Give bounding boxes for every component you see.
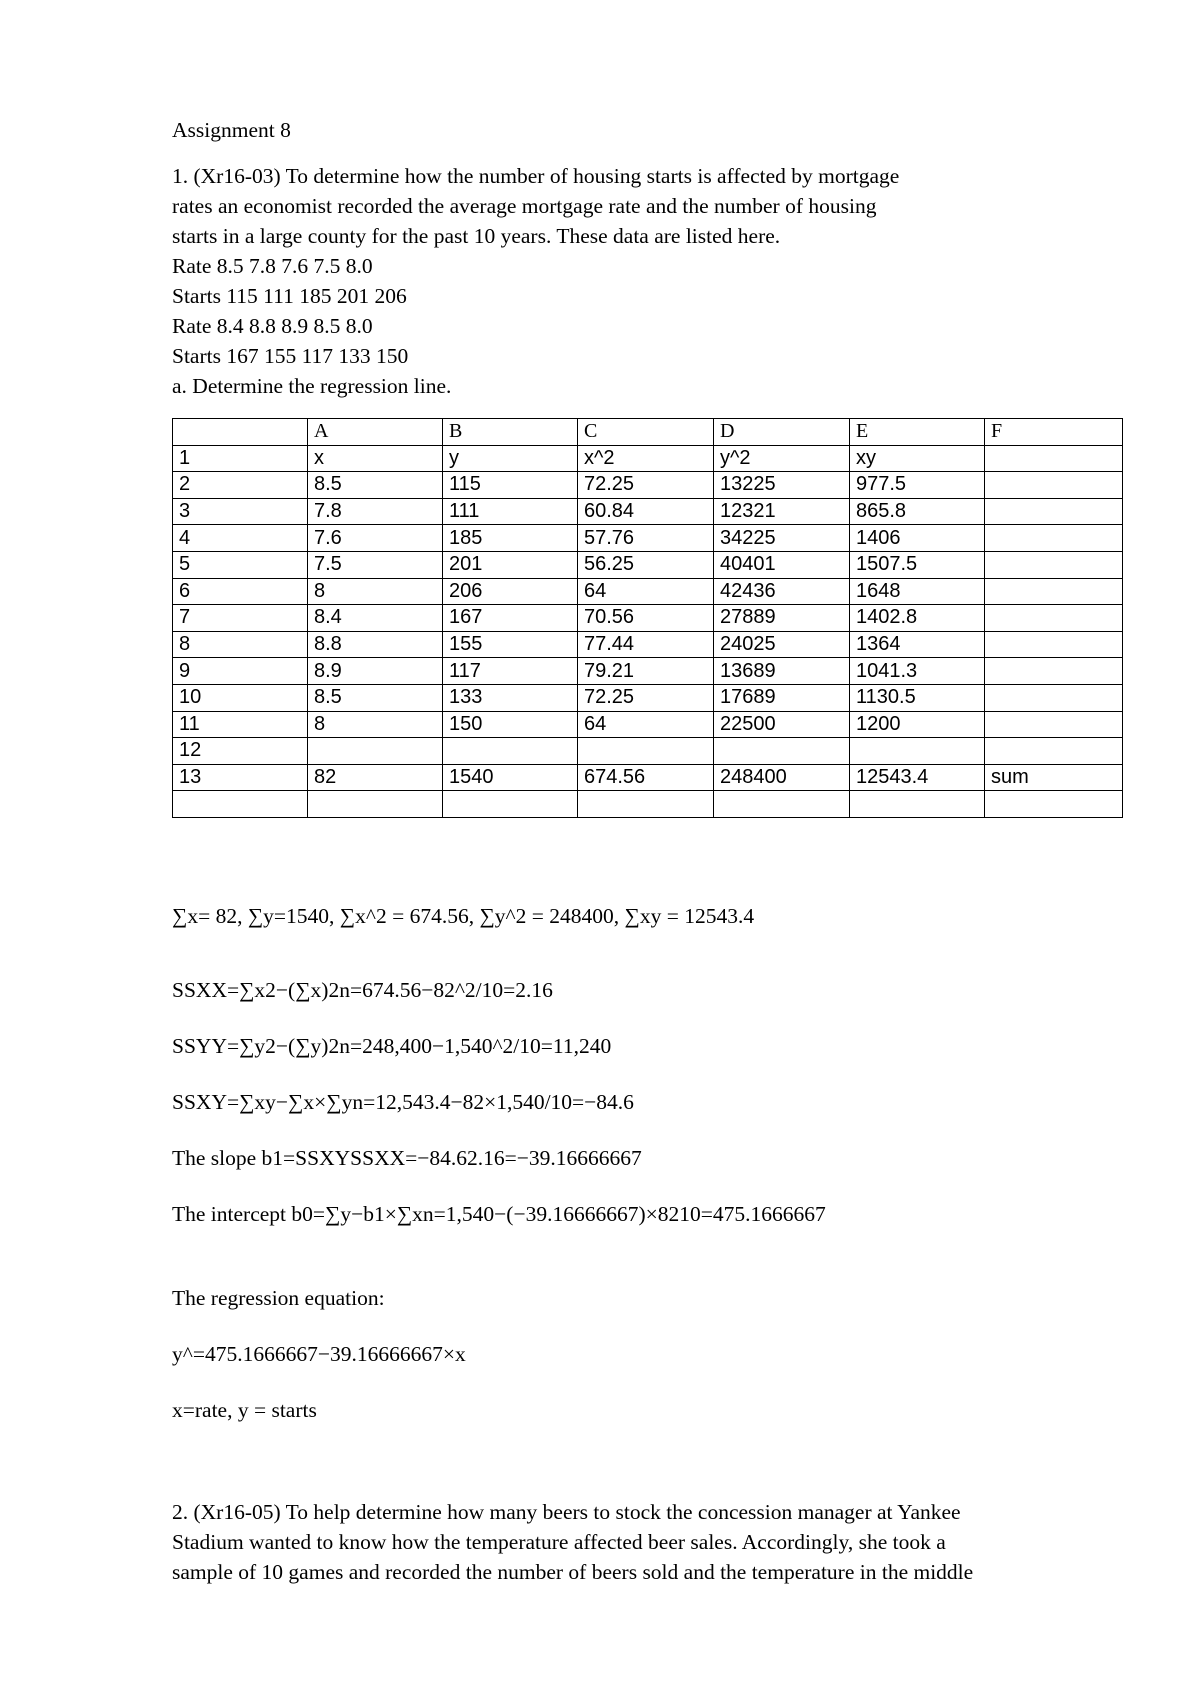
row-number-cell: 3 <box>173 498 308 525</box>
table-cell <box>985 445 1123 472</box>
table-row <box>173 578 1123 605</box>
table-row <box>173 605 1123 632</box>
table-cell: 248400 <box>714 764 850 791</box>
table-cell: 40401 <box>714 551 850 578</box>
table-cell: 13689 <box>714 658 850 685</box>
table-cell: 34225 <box>714 525 850 552</box>
table-cell: 1041.3 <box>850 658 985 685</box>
row-number-cell: 13 <box>173 764 308 791</box>
row-number-cell: 11 <box>173 711 308 738</box>
column-header: B <box>443 419 578 446</box>
table-cell: 17689 <box>714 684 850 711</box>
ssxx-line: SSXX=∑x2−(∑x)2n=674.56−82^2/10=2.16 <box>172 978 553 1002</box>
ssxy-line: SSXY=∑xy−∑x×∑yn=12,543.4−82×1,540/10=−84.6 <box>172 1090 634 1114</box>
row-number-cell: 12 <box>173 738 308 765</box>
table-cell <box>714 738 850 765</box>
table-cell: xy <box>850 445 985 472</box>
regression-label: The regression equation: <box>172 1286 385 1310</box>
table-cell: 79.21 <box>578 658 714 685</box>
table-cell <box>850 738 985 765</box>
table-cell: sum <box>985 764 1123 791</box>
column-header <box>173 419 308 446</box>
table-cell: 8.5 <box>308 684 443 711</box>
column-header: A <box>308 419 443 446</box>
table-cell: 57.76 <box>578 525 714 552</box>
ssyy-line: SSYY=∑y2−(∑y)2n=248,400−1,540^2/10=11,240 <box>172 1034 612 1058</box>
table-cell: 12321 <box>714 498 850 525</box>
table-cell: 115 <box>443 472 578 499</box>
table-cell: 674.56 <box>578 764 714 791</box>
q2-line-3: sample of 10 games and recorded the number of beers sold and the temperature in the middle <box>172 1560 974 1584</box>
table-cell: 1507.5 <box>850 551 985 578</box>
row-number-cell: 1 <box>173 445 308 472</box>
table-cell <box>985 658 1123 685</box>
row-number-cell: 9 <box>173 658 308 685</box>
row-number-cell: 2 <box>173 472 308 499</box>
q1-part-a: a. Determine the regression line. <box>172 374 452 398</box>
table-row <box>173 525 1123 552</box>
table-cell: 8.4 <box>308 605 443 632</box>
row-number-cell: 8 <box>173 631 308 658</box>
q1-line-1: 1. (Xr16-03) To determine how the number of housing starts is affected by mortgage <box>172 164 900 188</box>
table-row <box>173 472 1123 499</box>
table-cell: 1364 <box>850 631 985 658</box>
table-cell: 1648 <box>850 578 985 605</box>
table-cell: 12543.4 <box>850 764 985 791</box>
table-cell <box>443 738 578 765</box>
row-number-cell <box>173 791 308 818</box>
column-header: D <box>714 419 850 446</box>
q1-line-3: starts in a large county for the past 10 years. These data are listed here. <box>172 224 781 248</box>
table-row <box>173 498 1123 525</box>
column-header: E <box>850 419 985 446</box>
table-cell: 64 <box>578 578 714 605</box>
table-cell: 111 <box>443 498 578 525</box>
table-cell <box>985 578 1123 605</box>
table-cell: 7.6 <box>308 525 443 552</box>
table-cell: 133 <box>443 684 578 711</box>
table-cell <box>985 525 1123 552</box>
row-number-cell: 10 <box>173 684 308 711</box>
table-cell: 206 <box>443 578 578 605</box>
table-cell: 8.8 <box>308 631 443 658</box>
q1-line-2: rates an economist recorded the average mortgage rate and the number of housing <box>172 194 877 218</box>
slope-line: The slope b1=SSXYSSXX=−84.62.16=−39.16666667 <box>172 1146 642 1170</box>
table-cell: 64 <box>578 711 714 738</box>
table-row <box>173 631 1123 658</box>
table-row <box>173 791 1123 818</box>
regression-equation: y^=475.1666667−39.16666667×x <box>172 1342 466 1366</box>
table-cell: 1200 <box>850 711 985 738</box>
table-cell: 185 <box>443 525 578 552</box>
table-cell <box>985 605 1123 632</box>
table-cell: 24025 <box>714 631 850 658</box>
q1-starts-2: Starts 167 155 117 133 150 <box>172 344 409 368</box>
table-cell: 7.5 <box>308 551 443 578</box>
table-row <box>173 551 1123 578</box>
table-cell <box>985 738 1123 765</box>
row-number-cell: 4 <box>173 525 308 552</box>
table-cell: 977.5 <box>850 472 985 499</box>
table-cell: 167 <box>443 605 578 632</box>
table-cell: 77.44 <box>578 631 714 658</box>
table-cell: 7.8 <box>308 498 443 525</box>
table-cell: 1406 <box>850 525 985 552</box>
table-cell: 117 <box>443 658 578 685</box>
table-row <box>173 764 1123 791</box>
table-cell: 72.25 <box>578 472 714 499</box>
table-cell: 201 <box>443 551 578 578</box>
table-cell: x^2 <box>578 445 714 472</box>
table-cell: 1402.8 <box>850 605 985 632</box>
table-cell <box>578 791 714 818</box>
q1-rate-1: Rate 8.5 7.8 7.6 7.5 8.0 <box>172 254 373 278</box>
intercept-line: The intercept b0=∑y−b1×∑xn=1,540−(−39.16666667)×8210=475.1666667 <box>172 1202 826 1226</box>
table-cell <box>308 738 443 765</box>
table-cell: y <box>443 445 578 472</box>
table-cell: 8 <box>308 578 443 605</box>
table-cell: 155 <box>443 631 578 658</box>
table-row <box>173 658 1123 685</box>
table-cell <box>714 791 850 818</box>
q2-line-1: 2. (Xr16-05) To help determine how many beers to stock the concession manager at Yankee <box>172 1500 961 1524</box>
table-cell <box>308 791 443 818</box>
column-header: C <box>578 419 714 446</box>
q2-line-2: Stadium wanted to know how the temperature affected beer sales. Accordingly, she took a <box>172 1530 946 1554</box>
table-cell: 56.25 <box>578 551 714 578</box>
table-cell: 72.25 <box>578 684 714 711</box>
table-cell <box>985 472 1123 499</box>
table-cell: y^2 <box>714 445 850 472</box>
table-cell: 13225 <box>714 472 850 499</box>
column-header: F <box>985 419 1123 446</box>
row-number-cell: 5 <box>173 551 308 578</box>
table-cell: 8.9 <box>308 658 443 685</box>
data-table <box>172 418 1123 818</box>
table-cell: 8 <box>308 711 443 738</box>
table-row <box>173 738 1123 765</box>
row-number-cell: 7 <box>173 605 308 632</box>
table-row <box>173 445 1123 472</box>
sums-line: ∑x= 82, ∑y=1540, ∑x^2 = 674.56, ∑y^2 = 248400, ∑xy = 12543.4 <box>172 904 755 928</box>
table-cell <box>985 551 1123 578</box>
table-cell <box>443 791 578 818</box>
table-cell <box>985 631 1123 658</box>
table-cell: 60.84 <box>578 498 714 525</box>
table-row <box>173 711 1123 738</box>
q1-starts-1: Starts 115 111 185 201 206 <box>172 284 407 308</box>
table-cell: 1540 <box>443 764 578 791</box>
table-cell: 27889 <box>714 605 850 632</box>
table-cell: 42436 <box>714 578 850 605</box>
table-cell <box>985 711 1123 738</box>
table-cell: x <box>308 445 443 472</box>
table-header-row <box>173 419 1123 446</box>
assignment-title: Assignment 8 <box>172 118 291 142</box>
table-cell: 865.8 <box>850 498 985 525</box>
variable-definitions: x=rate, y = starts <box>172 1398 317 1422</box>
table-cell: 150 <box>443 711 578 738</box>
q1-rate-2: Rate 8.4 8.8 8.9 8.5 8.0 <box>172 314 373 338</box>
table-cell: 82 <box>308 764 443 791</box>
table-cell <box>578 738 714 765</box>
table-cell: 8.5 <box>308 472 443 499</box>
table-cell <box>850 791 985 818</box>
table-cell <box>985 791 1123 818</box>
table-cell: 22500 <box>714 711 850 738</box>
table-cell: 1130.5 <box>850 684 985 711</box>
table-cell <box>985 498 1123 525</box>
table-cell <box>985 684 1123 711</box>
table-cell: 70.56 <box>578 605 714 632</box>
table-row <box>173 684 1123 711</box>
row-number-cell: 6 <box>173 578 308 605</box>
